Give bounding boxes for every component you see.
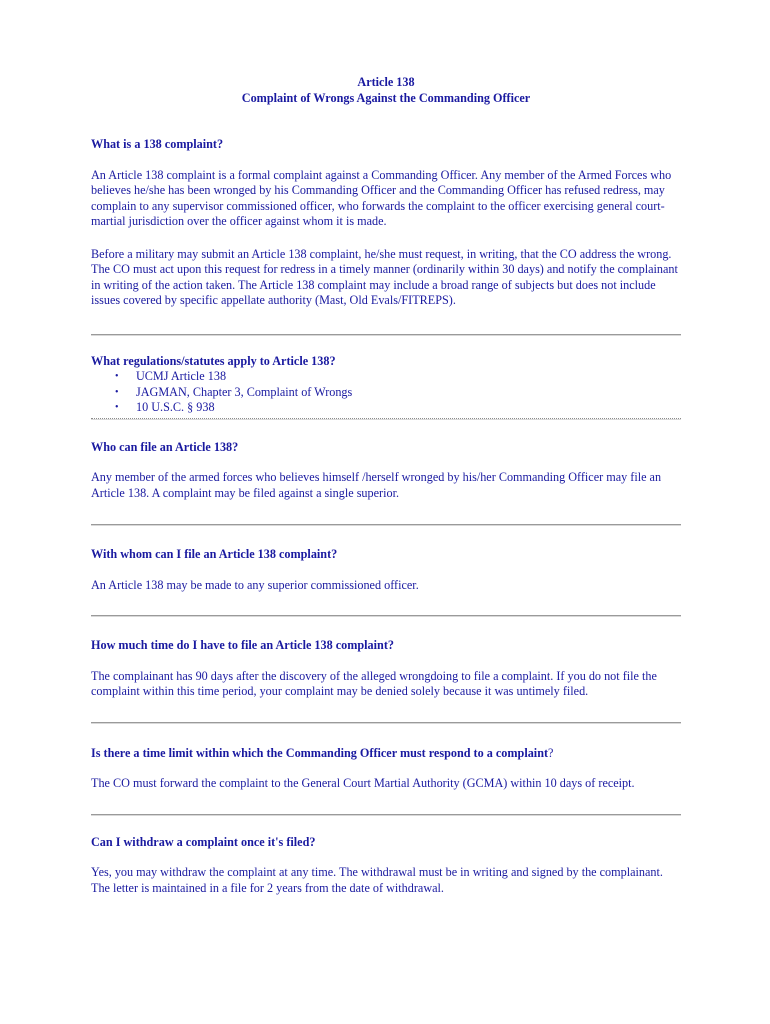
heading-time-limit bbox=[91, 746, 681, 762]
title-line-1: Article 138 bbox=[357, 75, 415, 89]
heading-regulations: What regulations/statutes apply to Article 138? bbox=[91, 353, 336, 368]
heading-who-can: Who can file an Article 138? bbox=[91, 439, 239, 454]
list-item-text: JAGMAN, Chapter 3, Complaint of Wrongs bbox=[136, 384, 353, 399]
paragraph-what-is-2: Before a military may submit an Article 138 complaint, he/she must request, in writing, that the CO address the wrong. The CO must act upon this request for redress in a timely manner (ordinarily within 30 days) and notify the complainant in writing of the action taken. The Article 138 complaint may include a broad range of subjects but does not include issues covered by specific appellate authority (Mast, Old Evals/FITREPS). bbox=[91, 246, 678, 307]
bullet-icon: • bbox=[115, 371, 119, 382]
document-page bbox=[91, 74, 681, 896]
list-item bbox=[91, 385, 681, 401]
list-item-text: 10 U.S.C. § 938 bbox=[136, 400, 215, 414]
heading-with-whom: With whom can I file an Article 138 complaint? bbox=[91, 547, 338, 561]
heading-what-is: What is a 138 complaint? bbox=[91, 137, 224, 151]
paragraph-time-limit: The CO must forward the complaint to the General Court Martial Authority (GCMA) within 10 days of receipt. bbox=[91, 776, 635, 790]
bullet-icon: • bbox=[115, 386, 119, 398]
paragraph-with-whom: An Article 138 may be made to any superior commissioned officer. bbox=[91, 577, 419, 592]
list-item bbox=[91, 369, 681, 385]
paragraph-who-can: Any member of the armed forces who believes himself /herself wronged by his/her Commanding Officer may file an Article 138. A complaint may be filed against a single superior. bbox=[91, 470, 662, 500]
paragraph-what-is-1: An Article 138 complaint is a formal complaint against a Commanding Officer. Any member of the Armed Forces who believes he/she has been wronged by his Commanding Officer and the Commanding Officer has refused redress, may complain to any supervisor commissioned officer, who forwards the complaint to the officer exercising general court-martial jurisdiction over the officer against whom it is made. bbox=[91, 167, 672, 228]
bullet-icon: • bbox=[115, 402, 119, 413]
title-line-2: Complaint of Wrongs Against the Commanding Officer bbox=[241, 91, 531, 105]
heading-how-much-time: How much time do I have to file an Article 138 complaint? bbox=[91, 638, 394, 652]
paragraph-withdraw: Yes, you may withdraw the complaint at any time. The withdrawal must be in writing and signed by the complainant. The letter is maintained in a file for 2 years from the date of withdrawal. bbox=[91, 865, 663, 895]
document-title bbox=[91, 74, 681, 106]
heading-time-limit-suffix: ? bbox=[548, 745, 554, 760]
paragraph-how-much-time: The complainant has 90 days after the discovery of the alleged wrongdoing to file a complaint. If you do not file the complaint within this time period, your complaint may be denied solely because it was untimely filed. bbox=[91, 668, 657, 698]
regulations-list bbox=[91, 369, 681, 416]
heading-time-limit-text: Is there a time limit within which the Commanding Officer must respond to a complaint bbox=[91, 745, 549, 760]
list-item bbox=[91, 400, 681, 416]
list-item-text: UCMJ Article 138 bbox=[136, 369, 227, 383]
heading-withdraw: Can I withdraw a complaint once it's filed? bbox=[91, 834, 316, 849]
